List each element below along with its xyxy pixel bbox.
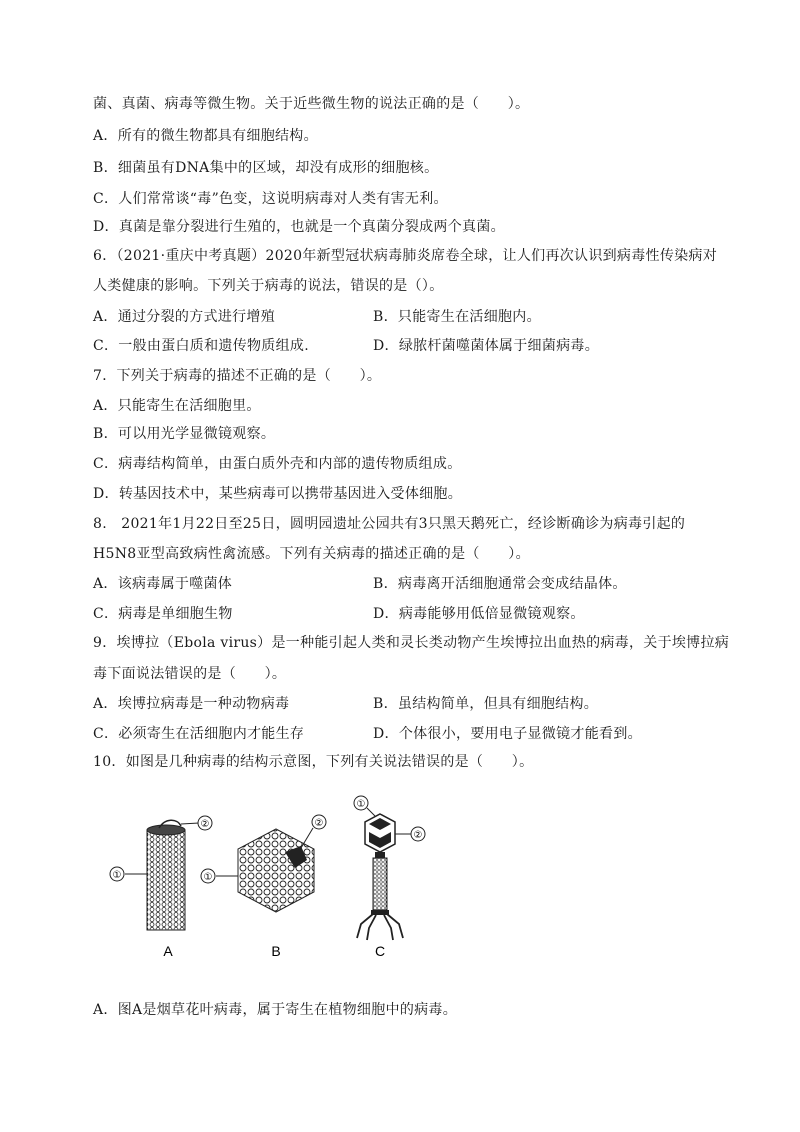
figure-label-c: C: [374, 943, 386, 959]
figure-label-a: A: [163, 943, 173, 959]
q8-options-row1: [93, 574, 627, 594]
q6-options-row1: [93, 307, 541, 327]
figure-label-b: B: [271, 943, 281, 959]
q6-option-d: D．绿脓杆菌噬菌体属于细菌病毒。: [373, 338, 600, 354]
q9-option-b: B．虽结构简单，但具有细胞结构。: [373, 696, 599, 712]
q7-stem: 7．下列关于病毒的描述不正确的是（ ）。: [93, 368, 382, 384]
q10-stem: 10．如图是几种病毒的结构示意图，下列有关说法错误的是（ ）。: [93, 754, 534, 770]
callout-a-2: ②: [200, 819, 210, 830]
q9-options-row1: [93, 694, 599, 714]
q8-option-c: C．病毒是单细胞生物: [93, 606, 233, 622]
q9-stem-line2: 毒下面说法错误的是（ ）。: [93, 666, 287, 682]
q8-option-d: D．病毒能够用低倍显微镜观察。: [373, 606, 585, 622]
q5-option-d: D．真菌是靠分裂进行生殖的，也就是一个真菌分裂成两个真菌。: [93, 219, 505, 235]
q8-option-a: A．该病毒属于噬菌体: [93, 576, 233, 592]
q6-option-a: A．通过分裂的方式进行增殖: [93, 309, 276, 325]
virus-structure-figure: [95, 792, 440, 972]
callout-b-2: ②: [314, 818, 324, 829]
q8-options-row2: [93, 604, 585, 624]
q6-options-row2: [93, 336, 600, 356]
q9-option-a: A．埃博拉病毒是一种动物病毒: [93, 696, 290, 712]
q5-stem: 菌、真菌、病毒等微生物。关于近些微生物的说法正确的是（ ）。: [93, 96, 530, 112]
virus-c-bacteriophage: [354, 796, 425, 940]
callout-c-1: ①: [356, 799, 366, 810]
q9-stem-line1: 9．埃博拉（Ebola virus）是一种能引起人类和灵长类动物产生埃博拉出血热的病毒，关于埃博拉病: [93, 635, 730, 651]
q7-option-d: D．转基因技术中，某些病毒可以携带基因进入受体细胞。: [93, 486, 463, 502]
q7-option-b: B．可以用光学显微镜观察。: [93, 426, 276, 442]
q9-option-d: D．个体很小，要用电子显微镜才能看到。: [373, 726, 642, 742]
callout-c-2: ②: [413, 830, 423, 841]
q9-options-row2: [93, 724, 642, 744]
q6-option-b: B．只能寄生在活细胞内。: [373, 309, 541, 325]
virus-a-tobacco-mosaic: [110, 816, 212, 930]
q8-stem-line1: 8. 2021年1月22日至25日，圆明园遗址公园共有3只黑天鹅死亡，经诊断确诊为病毒引起的: [93, 516, 686, 532]
q8-option-b: B．病毒离开活细胞通常会变成结晶体。: [373, 576, 627, 592]
q6-option-c: C．一般由蛋白质和遗传物质组成.: [93, 338, 309, 354]
callout-b-1: ①: [203, 872, 213, 883]
q7-option-c: C．病毒结构简单，由蛋白质外壳和内部的遗传物质组成。: [93, 456, 462, 472]
q10-option-a: A．图A是烟草花叶病毒，属于寄生在植物细胞中的病毒。: [93, 1002, 458, 1018]
q8-stem-line2: H5N8亚型高致病性禽流感。下列有关病毒的描述正确的是（ ）。: [93, 546, 530, 562]
virus-b-polyhedral: [201, 815, 326, 912]
q6-stem-line2: 人类健康的影响。下列关于病毒的说法，错误的是（）。: [93, 278, 444, 294]
callout-a-1: ①: [112, 870, 122, 881]
q5-option-a: A．所有的微生物都具有细胞结构。: [93, 128, 318, 144]
q7-option-a: A．只能寄生在活细胞里。: [93, 398, 261, 414]
q6-stem-line1: 6．（2021·重庆中考真题）2020年新型冠状病毒肺炎席卷全球，让人们再次认识到病毒性传染病对: [93, 248, 718, 264]
q5-option-b: B．细菌虽有DNA集中的区域，却没有成形的细胞核。: [93, 160, 439, 176]
q5-option-c: C．人们常常谈“毒”色变，这说明病毒对人类有害无利。: [93, 191, 448, 207]
q9-option-c: C．必须寄生在活细胞内才能生存: [93, 726, 305, 742]
